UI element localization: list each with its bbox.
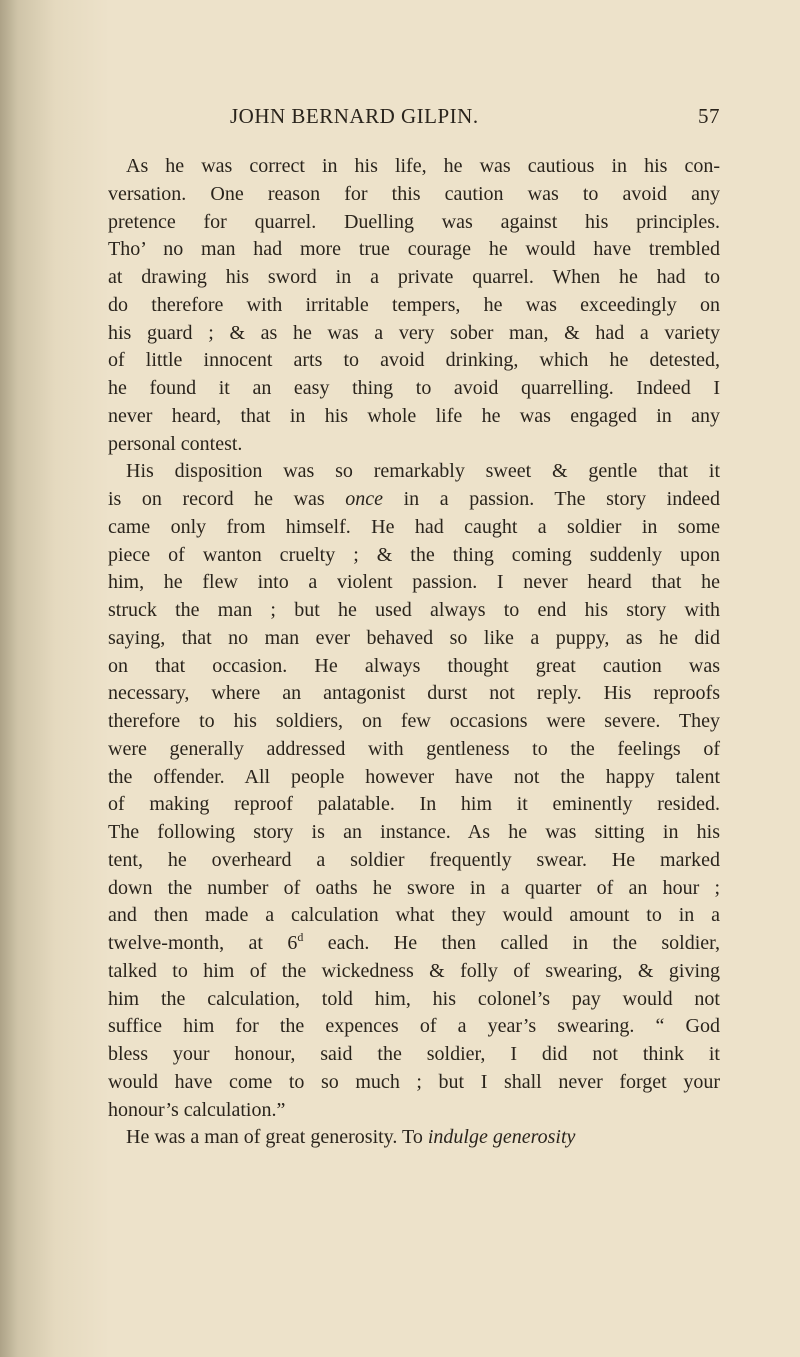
text-segment: in a passion. The story indeed [403, 488, 720, 510]
text-line: necessary, where an antagonist durst not reply. His reproofs [108, 682, 720, 705]
running-title: JOHN BERNARD GILPIN. [230, 104, 479, 128]
text-line: therefore to his soldiers, on few occasions were severe. They [108, 710, 720, 732]
text-line: came only from himself. He had caught a soldier in some [108, 515, 720, 538]
text-line: personal contest. [108, 432, 243, 455]
text-line: struck the man ; but he used always to end his story with [108, 599, 720, 621]
text-segment: each. He then called in the soldier, [327, 932, 720, 954]
text-line [108, 1124, 720, 1152]
superscript: d [297, 930, 304, 944]
text-line: tent, he overheard a soldier frequently swear. He marked [108, 848, 720, 871]
text-line: would have come to so much ; but I shall never forget your [108, 1070, 720, 1093]
text-line: The following story is an instance. As he was sitting in his [108, 821, 720, 843]
text-line: and then made a calculation what they would amount to in a [108, 904, 720, 927]
text-line: do therefore with irritable tempers, he was exceedingly on [108, 293, 720, 316]
italic-phrase: indulge generosity [427, 1126, 576, 1149]
text-line: bless your honour, said the soldier, I did not think it [108, 1043, 720, 1065]
text-line: at drawing his sword in a private quarrel. When he had to [108, 266, 720, 288]
text-segment: is on record he was [108, 488, 325, 510]
text-line: were generally addressed with gentleness to the feelings of [108, 737, 720, 760]
text-line: he found it an easy thing to avoid quarrelling. Indeed I [108, 377, 720, 399]
text-line: the offender. All people however have not the happy talent [108, 765, 720, 788]
text-line: never heard, that in his whole life he was engaged in any [108, 404, 720, 427]
text-line: down the number of oaths he swore in a quarter of an hour ; [108, 876, 720, 899]
running-head [108, 104, 720, 134]
text-line [108, 486, 720, 514]
text-line: As he was correct in his life, he was cautious in his con- [126, 155, 720, 177]
body-text [108, 153, 720, 1152]
text-segment: twelve-month, at 6 [108, 932, 298, 954]
text-line: on that occasion. He always thought great caution was [108, 654, 720, 677]
text-line: him the calculation, told him, his colonel’s pay would not [108, 987, 720, 1010]
text-line: piece of wanton cruelty ; & the thing coming suddenly upon [108, 543, 720, 566]
text-segment: He was a man of great generosity. To [126, 1126, 423, 1149]
text-line: pretence for quarrel. Duelling was against his principles. [108, 210, 720, 233]
text-line [108, 930, 720, 958]
text-line: saying, that no man ever behaved so like a puppy, as he did [108, 626, 720, 649]
text-line: talked to him of the wickedness & folly of swearing, & giving [108, 959, 720, 982]
text-line: his guard ; & as he was a very sober man, & had a variety [108, 321, 720, 344]
text-line: suffice him for the expences of a year’s swearing. “ God [108, 1015, 720, 1038]
text-line: His disposition was so remarkably sweet & gentle that it [126, 460, 720, 483]
text-line: of little innocent arts to avoid drinking, which he detested, [108, 349, 720, 372]
text-line: him, he flew into a violent passion. I never heard that he [108, 571, 720, 594]
page-number: 57 [698, 104, 720, 128]
text-line: honour’s calculation.” [108, 1098, 286, 1121]
text-line: versation. One reason for this caution was to avoid any [108, 182, 720, 205]
text-line: Tho’ no man had more true courage he would have trembled [108, 238, 720, 261]
italic-word: once [345, 488, 384, 510]
text-line: of making reproof palatable. In him it eminently resided. [108, 793, 720, 816]
